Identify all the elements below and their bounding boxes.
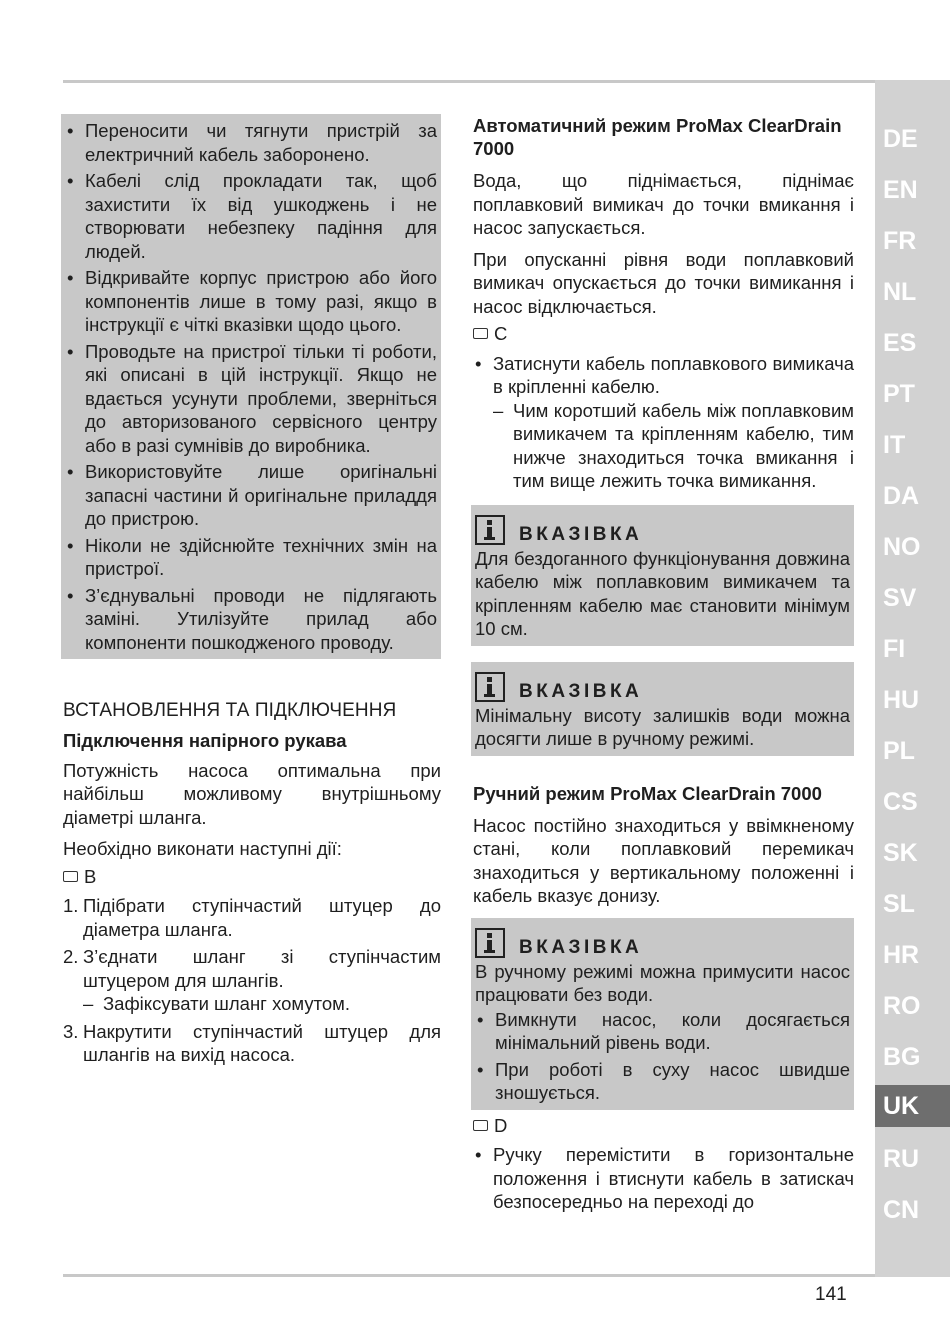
page-number: 141	[815, 1284, 847, 1305]
list-item: • Переносити чи тягнути пристрій за електричний кабель заборонено.	[65, 119, 437, 166]
note-header	[475, 668, 850, 702]
language-sidebar	[875, 80, 950, 1277]
list-item	[63, 945, 441, 1016]
lang-tab-cs[interactable]: CS	[883, 788, 918, 816]
right-column	[473, 114, 854, 1217]
lang-tab-pl[interactable]: PL	[883, 737, 915, 765]
paragraph: При опусканні рівня води поплавковий вимикач опускається до точки вимикання і насос відключається.	[473, 248, 854, 317]
lang-tab-sv[interactable]: SV	[883, 584, 917, 612]
lang-tab-da[interactable]: DA	[883, 482, 920, 510]
lang-tab-en[interactable]: EN	[883, 176, 918, 204]
figure-label: C	[494, 323, 508, 344]
note-header	[475, 511, 850, 545]
lang-tab-sl[interactable]: SL	[883, 890, 915, 918]
list-item: – Чим коротший кабель між поплавковим вимикачем та кріпленням кабелю, тим нижче знаходиться точка вмикання і тим вище лежить точка вимикання.	[493, 399, 854, 493]
list-item	[473, 352, 854, 493]
lang-tab-uk-active[interactable]: UK	[875, 1085, 950, 1127]
figure-label: B	[84, 865, 97, 887]
step-number: 1.	[63, 895, 79, 916]
note-box	[471, 505, 854, 646]
paragraph: Потужність насоса оптимальна при найбільш можливому внутрішньому діаметрі шланга.	[63, 759, 441, 828]
list-item: • Ручку перемістити в горизонтальне положення і втиснути кабель в затискач безпосередньо на переході до	[473, 1143, 854, 1214]
lang-tab-es[interactable]: ES	[883, 329, 917, 357]
left-column	[63, 114, 441, 1071]
note-text: Для бездоганного функціонування довжина кабелю між поплавковим вимикачем та кріпленням кабелю має становити мінімум 10 см.	[475, 547, 850, 639]
list-item: • При роботі в суху насос швидше зношується.	[475, 1058, 850, 1105]
lang-tab-nl[interactable]: NL	[883, 278, 917, 306]
list-item: • З’єднувальні проводи не підлягають заміні. Утилізуйте прилад або компоненти пошкодженого проводу.	[65, 584, 437, 655]
top-rule	[63, 80, 875, 83]
figure-reference-d	[473, 1114, 854, 1138]
figure-icon	[63, 871, 78, 882]
safety-box	[61, 114, 441, 659]
figure-label: D	[494, 1114, 508, 1136]
paragraph: Необхідно виконати наступні дії:	[63, 838, 342, 859]
step-number: 2.	[63, 946, 79, 967]
paragraph: Вода, що піднімається, піднімає поплавковий вимикач до точки вмикання і насос запускається.	[473, 170, 854, 238]
info-icon	[475, 515, 505, 545]
note-box	[471, 662, 854, 756]
note-header	[475, 924, 850, 958]
paragraph: Насос постійно знаходиться у ввімкненому стані, коли поплавковий перемикач знаходиться у вертикальному положенні і кабель вказує донизу.	[473, 814, 854, 906]
lang-tab-it[interactable]: IT	[883, 431, 906, 459]
step-text: Накрутити ступінчастий штуцер для шлангів на вихід насоса.	[83, 1020, 441, 1065]
bottom-rule	[63, 1274, 875, 1277]
list-item: • Проводьте на пристрої тільки ті роботи, які описані в цій інструкції. Якщо не вдається усунути проблеми, зверніться до авторизованого сервісного центру або в разі сумнівів до виробника.	[65, 340, 437, 458]
note-bullet-list	[475, 1008, 850, 1105]
list-item: • Використовуйте лише оригінальні запасні частини й оригінальне приладдя до пристрою.	[65, 460, 437, 531]
bullet-list	[473, 352, 854, 493]
note-label: ВКАЗІВКА	[519, 680, 643, 702]
step-text: З’єднати шланг зі ступінчастим штуцером для шлангів.	[83, 946, 441, 991]
lang-tab-ro[interactable]: RO	[883, 992, 921, 1020]
lang-tab-de[interactable]: DE	[883, 125, 918, 153]
subsection-title: Підключення напірного рукава	[63, 729, 347, 751]
figure-reference-b	[63, 865, 441, 889]
lang-tab-fi[interactable]: FI	[883, 635, 906, 663]
list-item	[63, 1020, 441, 1067]
sub-list	[83, 992, 441, 1016]
list-item: • Ніколи не здійснюйте технічних змін на пристрої.	[65, 534, 437, 581]
figure-reference-c	[473, 322, 854, 346]
lang-tab-hu[interactable]: HU	[883, 686, 920, 714]
lang-tab-fr[interactable]: FR	[883, 227, 917, 255]
list-item: • Відкривайте корпус пристрою або його компонентів лише в тому разі, якщо в інструкції є чіткі вказівки щодо цього.	[65, 266, 437, 337]
note-box	[471, 918, 854, 1110]
lang-tab-ru[interactable]: RU	[883, 1145, 920, 1173]
figure-icon	[473, 328, 488, 339]
list-item: • Вимкнути насос, коли досягається мінімальний рівень води.	[475, 1008, 850, 1055]
list-item: • Кабелі слід прокладати так, щоб захистити їх від ушкоджень і не створювати небезпеку падіння для людей.	[65, 169, 437, 263]
lang-tab-sk[interactable]: SK	[883, 839, 918, 867]
list-item	[63, 894, 441, 941]
manual-mode-title: Ручний режим ProMax ClearDrain 7000	[473, 782, 822, 804]
figure-icon	[473, 1120, 488, 1131]
lang-tab-bg[interactable]: BG	[883, 1043, 921, 1071]
note-label: ВКАЗІВКА	[519, 936, 643, 958]
lang-tab-no[interactable]: NO	[883, 533, 921, 561]
note-label: ВКАЗІВКА	[519, 523, 643, 545]
steps-list	[63, 894, 441, 1067]
note-text: В ручному режимі можна примусити насос працювати без води.	[475, 960, 850, 1005]
step-number: 3.	[63, 1020, 79, 1042]
safety-list	[65, 119, 437, 654]
bullet-text: Затиснути кабель поплавкового вимикача в кріпленні кабелю.	[493, 352, 854, 397]
step-text: Підібрати ступінчастий штуцер до діаметра шланга.	[83, 895, 441, 940]
lang-tab-pt[interactable]: PT	[883, 380, 915, 408]
auto-mode-title: Автоматичний режим ProMax ClearDrain 7000	[473, 115, 842, 159]
info-icon	[475, 928, 505, 958]
bullet-list	[473, 1143, 854, 1214]
lang-tab-cn[interactable]: CN	[883, 1196, 920, 1224]
info-icon	[475, 672, 505, 702]
sub-list	[493, 399, 854, 493]
section-title: ВСТАНОВЛЕННЯ ТА ПІДКЛЮЧЕННЯ	[63, 700, 397, 721]
list-item: – Зафіксувати шланг хомутом.	[83, 992, 441, 1016]
lang-tab-hr[interactable]: HR	[883, 941, 920, 969]
note-text: Мінімальну висоту залишків води можна досягти лише в ручному режимі.	[475, 704, 850, 749]
